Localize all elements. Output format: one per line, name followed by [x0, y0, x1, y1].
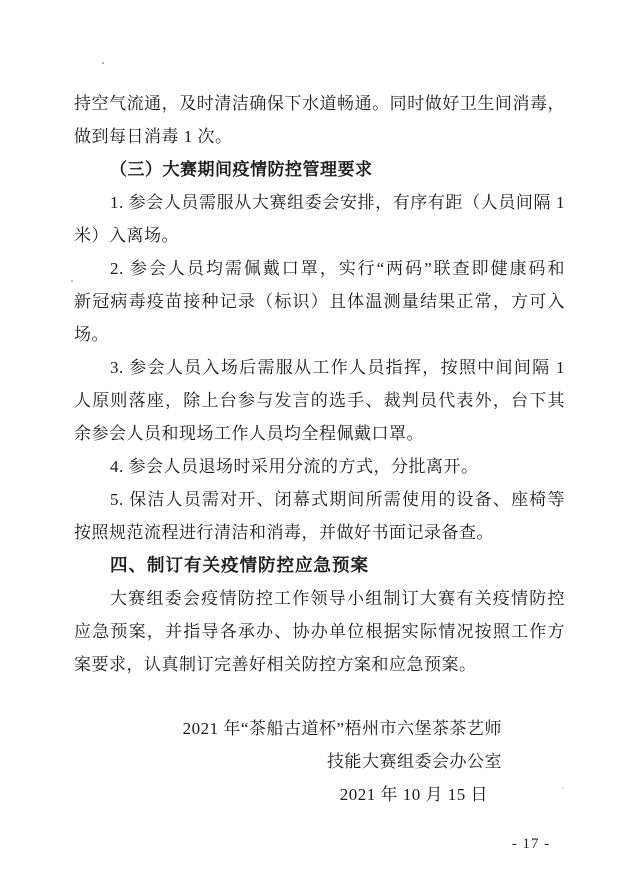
body-line: 1. 参会人员需服从大赛组委会安排，有序有距（人员间隔 1 — [110, 193, 565, 212]
body-line: 按照规范流程进行清洁和消毒，并做好书面记录备查。 — [74, 523, 494, 542]
body-line: 米）入离场。 — [74, 226, 179, 245]
body-line: 做到每日消毒 1 次。 — [74, 127, 233, 146]
page-number: - 17 - — [511, 836, 551, 852]
body-line: 人原则落座，除上台参与发言的选手、裁判员代表外，台下其 — [74, 391, 565, 410]
body-line: 新冠病毒疫苗接种记录（标识）且体温测量结果正常，方可入 — [74, 292, 565, 311]
body-line: 应急预案，并指导各承办、协办单位根据实际情况按照工作方 — [74, 622, 565, 641]
body-line: 场。 — [74, 325, 109, 344]
body-line: 大赛组委会疫情防控工作领导小组制订大赛有关疫情防控 — [110, 589, 565, 608]
signature-line-event: 2021 年“茶船古道杯”梧州市六堡茶茶艺师 — [182, 719, 502, 738]
scan-speck — [102, 62, 104, 64]
section-heading-4: 四、制订有关疫情防控应急预案 — [110, 555, 369, 575]
scan-speck — [562, 787, 564, 789]
scan-speck — [71, 280, 73, 282]
body-line: 5. 保洁人员需对开、闭幕式期间所需使用的设备、座椅等 — [110, 490, 565, 509]
signature-line-office: 技能大赛组委会办公室 — [327, 752, 502, 771]
signature-block — [183, 712, 502, 811]
body-line: 持空气流通，及时清洁确保下水道畅通。同时做好卫生间消毒， — [74, 94, 565, 113]
document-body — [74, 87, 565, 681]
body-line: 2. 参会人员均需佩戴口罩，实行“两码”联查即健康码和 — [110, 259, 565, 278]
body-line: 3. 参会人员入场后需服从工作人员指挥，按照中间间隔 1 — [110, 358, 565, 377]
body-line: 4. 参会人员退场时采用分流的方式，分批离开。 — [110, 457, 479, 476]
signature-line-date: 2021 年 10 月 15 日 — [339, 785, 488, 804]
body-line: 余参会人员和现场工作人员均全程佩戴口罩。 — [74, 424, 424, 443]
section-heading-3: （三）大赛期间疫情防控管理要求 — [110, 160, 373, 179]
body-line: 案要求，认真制订完善好相关防控方案和应急预案。 — [74, 655, 477, 674]
